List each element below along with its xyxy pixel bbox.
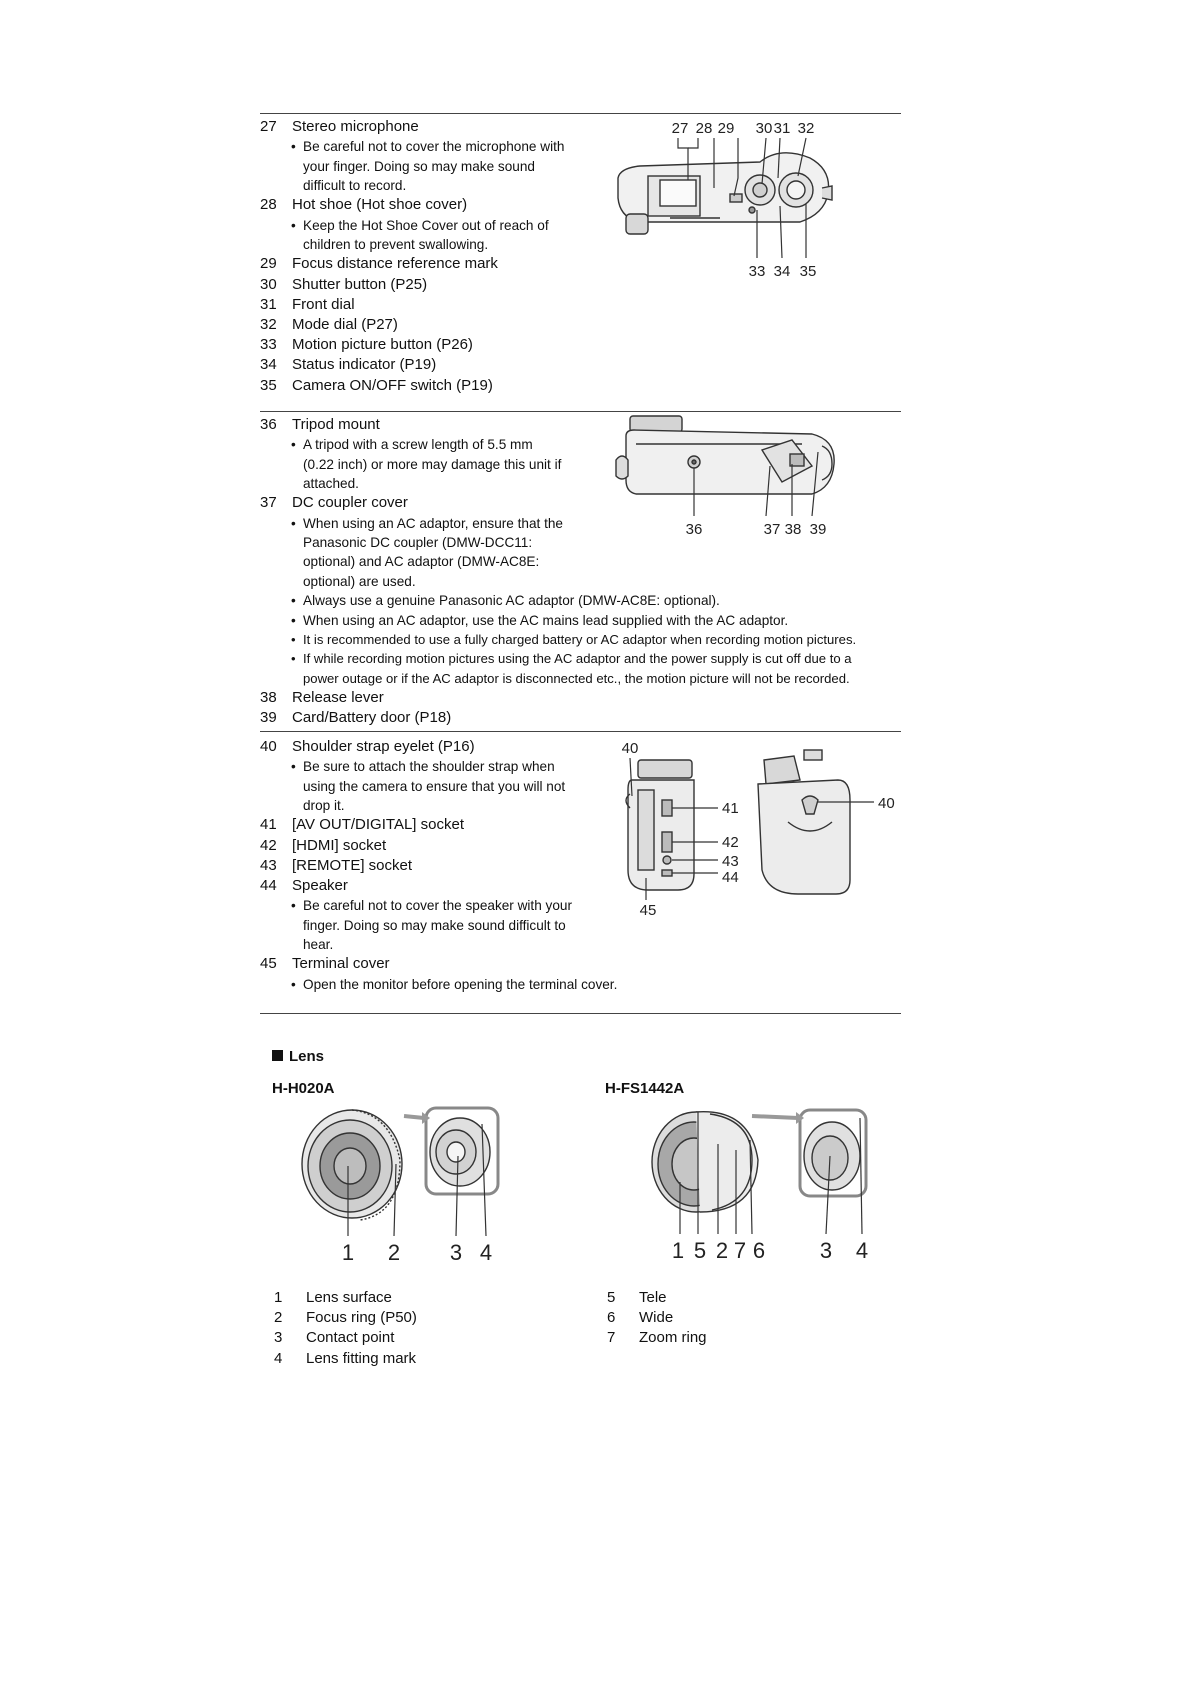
callout-40: 40 xyxy=(621,740,639,757)
section1-list xyxy=(260,117,564,396)
callout-39: 39 xyxy=(809,521,827,538)
bullet-note: • Be careful not to cover the microphone with your finger. Doing so may make sound difficult to record. xyxy=(291,139,565,194)
lens-model-right: H-FS1442A xyxy=(605,1080,685,1097)
lens-right-list xyxy=(607,1288,707,1349)
bullet-note: • Always use a genuine Panasonic AC adaptor (DMW-AC8E: optional). xyxy=(291,593,720,609)
list-item: 40 Shoulder strap eyelet (P16) xyxy=(260,738,475,755)
callout-5-right: 5 xyxy=(693,1238,707,1263)
bullet-note: • When using an AC adaptor, use the AC mains lead supplied with the AC adaptor. xyxy=(291,612,789,628)
list-item: 31 Front dial xyxy=(260,295,355,313)
bullet-note: • A tripod with a screw length of 5.5 mm (0.22 inch) or more may damage this unit if attached. xyxy=(291,437,562,492)
bullet-note: • If while recording motion pictures using the AC adaptor and the power supply is cut off due to a power outage or if the AC adaptor is disconnected etc., the motion picture will not be recorded. xyxy=(291,651,852,686)
lens-h-fs1442a-illustration xyxy=(640,1104,880,1264)
callout-36: 36 xyxy=(685,521,703,538)
callout-43: 43 xyxy=(722,853,739,870)
bullet-note: • Open the monitor before opening the terminal cover. xyxy=(291,976,618,992)
section3-list xyxy=(260,737,617,994)
callout-27: 27 xyxy=(671,120,689,137)
lens-model-left: H-H020A xyxy=(272,1080,335,1097)
callout-4-right: 4 xyxy=(855,1238,869,1263)
square-bullet-icon xyxy=(272,1050,283,1061)
bullet-note: • When using an AC adaptor, ensure that the Panasonic DC coupler (DMW-DCC11: optional) and AC adaptor (DMW-AC8E: optional) are used. xyxy=(291,515,563,589)
callout-37: 37 xyxy=(763,521,781,538)
callout-44: 44 xyxy=(722,869,739,886)
list-item: 29 Focus distance reference mark xyxy=(260,255,498,273)
callout-4-left: 4 xyxy=(479,1240,493,1265)
list-item: 27 Stereo microphone xyxy=(260,118,419,135)
camera-side-views-illustration xyxy=(618,740,900,920)
list-item: 30 Shutter button (P25) xyxy=(260,275,428,293)
callout-31: 31 xyxy=(773,120,791,137)
list-item: 5 Tele xyxy=(607,1289,667,1306)
list-item: 3 Contact point xyxy=(274,1329,395,1347)
section-divider-4 xyxy=(260,1013,901,1014)
list-item: 32 Mode dial (P27) xyxy=(260,316,398,334)
list-item: 6 Wide xyxy=(607,1309,674,1327)
callout-42: 42 xyxy=(722,834,739,851)
bullet-note: • It is recommended to use a fully charged battery or AC adaptor when recording motion pictures. xyxy=(291,632,857,648)
callout-1-right: 1 xyxy=(671,1238,685,1263)
list-item: 43 [REMOTE] socket xyxy=(260,856,413,874)
list-item: 2 Focus ring (P50) xyxy=(274,1309,417,1327)
callout-2-right: 2 xyxy=(715,1238,729,1263)
callout-33: 33 xyxy=(748,263,766,280)
list-item: 38 Release lever xyxy=(260,689,384,707)
callout-32: 32 xyxy=(797,120,815,137)
list-item: 39 Card/Battery door (P18) xyxy=(260,709,452,727)
callout-35: 35 xyxy=(799,263,817,280)
callout-29: 29 xyxy=(717,120,735,137)
callout-30: 30 xyxy=(755,120,773,137)
callout-7-right: 7 xyxy=(733,1238,747,1263)
list-item: 45 Terminal cover xyxy=(260,955,390,973)
callout-41: 41 xyxy=(722,800,739,817)
callout-6-right: 6 xyxy=(752,1238,766,1263)
list-item: 1 Lens surface xyxy=(274,1289,392,1306)
list-item: 42 [HDMI] socket xyxy=(260,836,387,854)
list-item: 33 Motion picture button (P26) xyxy=(260,336,473,354)
list-item: 41 [AV OUT/DIGITAL] socket xyxy=(260,816,464,834)
list-item: 37 DC coupler cover xyxy=(260,494,408,512)
lens-heading: Lens xyxy=(272,1048,324,1065)
list-item: 7 Zoom ring xyxy=(607,1329,707,1347)
section-divider-top xyxy=(260,113,901,114)
callout-3-left: 3 xyxy=(449,1240,463,1265)
camera-top-view-illustration xyxy=(610,118,840,293)
list-item: 34 Status indicator (P19) xyxy=(260,356,437,374)
callout-38: 38 xyxy=(784,521,802,538)
bullet-note: • Be careful not to cover the speaker with your finger. Doing so may make sound difficult to hear. xyxy=(291,898,572,953)
camera-bottom-view-illustration xyxy=(612,416,842,541)
callout-2-left: 2 xyxy=(387,1240,401,1265)
bullet-note: • Keep the Hot Shoe Cover out of reach of children to prevent swallowing. xyxy=(291,217,549,253)
lens-h-h020a-illustration xyxy=(300,1104,510,1264)
list-item: 28 Hot shoe (Hot shoe cover) xyxy=(260,196,468,214)
bullet-note: • Be sure to attach the shoulder strap when using the camera to ensure that you will not drop it. xyxy=(291,759,566,814)
section-divider-2 xyxy=(260,411,901,412)
section-divider-3 xyxy=(260,731,901,732)
callout-45: 45 xyxy=(639,902,657,919)
callout-40-right: 40 xyxy=(878,795,895,812)
callout-28: 28 xyxy=(695,120,713,137)
callout-1-left: 1 xyxy=(341,1240,355,1265)
list-item: 4 Lens fitting mark xyxy=(274,1349,417,1367)
callout-3-right: 3 xyxy=(819,1238,833,1263)
list-item: 36 Tripod mount xyxy=(260,416,380,433)
lens-left-list xyxy=(274,1288,417,1369)
callout-34: 34 xyxy=(773,263,791,280)
list-item: 44 Speaker xyxy=(260,877,348,895)
list-item: 35 Camera ON/OFF switch (P19) xyxy=(260,376,493,394)
